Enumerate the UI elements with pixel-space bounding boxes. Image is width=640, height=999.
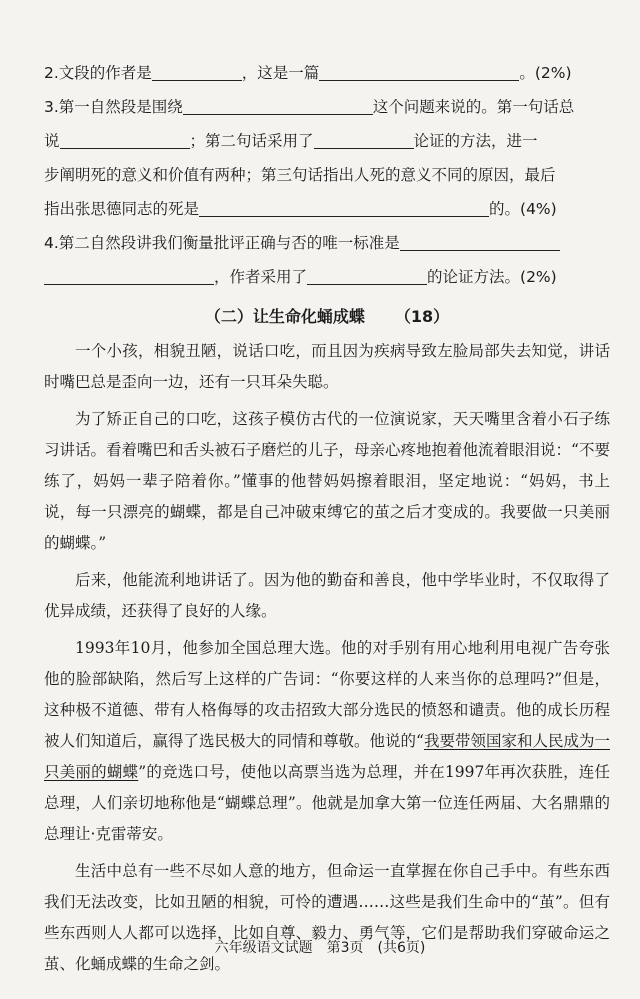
answer-blank[interactable] (183, 94, 373, 115)
answer-blank[interactable] (152, 60, 242, 81)
section-title: （二）让生命化蛹成蝶 （18） (204, 307, 450, 326)
answer-blank[interactable] (44, 264, 214, 285)
answer-blank[interactable] (199, 196, 489, 217)
section-score: （18） (394, 307, 450, 326)
underlined-slogan: 我要带领国家和人民成为一只美丽的蝴蝶 (44, 732, 610, 781)
paragraph-4: 1993年10月，他参加全国总理大选。他的对手别有用心地利用电视广告夸张他的脸部缺陷，然后写上这样的广告词：“你要这样的人来当你的总理吗?”但是，这种极不道德、带有人格侮辱的攻击招致大部分选民的愤怒和谴责。他的成长历程被人们知道后，赢得了选民极大的同情和尊敬。他说的“我要带领国家和人民成为一只美丽的蝴蝶”的竞选口号，使他以高票当选为总理，并在1997年再次获胜，连任总理，人们亲切地称他是“蝴蝶总理”。他就是加拿大第一位连任两届、大名鼎鼎的总理让·克雷蒂安。 (44, 639, 610, 843)
page-footer: 六年级语文试题 第3页 (共6页) (214, 940, 426, 956)
paragraph-2: 为了矫正自己的口吃，这孩子模仿古代的一位演说家，天天嘴里含着小石子练习讲话。看着嘴巴和舌头被石子磨烂的儿子，母亲心疼地抱着他流着眼泪说：“不要练了，妈妈一辈子陪着你。”懂事的他替妈妈擦着眼泪，坚定地说：“妈妈，书上说，每一只漂亮的蝴蝶，都是自己冲破束缚它的茧之后才变成的。我要做一只美丽的蝴蝶。” (44, 410, 610, 552)
answer-blank[interactable] (60, 128, 190, 149)
paragraph-5: 生活中总有一些不尽如人意的地方，但命运一直掌握在你自己手中。有些东西我们无法改变，比如丑陋的相貌，可怜的遭遇……这些是我们生命中的“茧”。但有些东西则人人都可以选择，比如自尊、毅力、勇气等，它们是帮助我们穿破命运之茧、化蛹成蝶的生命之剑。 (44, 862, 610, 973)
answer-blank[interactable] (400, 230, 560, 251)
answer-blank[interactable] (307, 264, 427, 285)
question-4: 4.第二自然段讲我们衡量批评正确与否的唯一标准是 ，作者采用了 的论证方法。(2%) (44, 226, 610, 294)
answer-blank[interactable] (314, 128, 414, 149)
question-3: 3.第一自然段是围绕 这个问题来说的。第一句话总 说 ；第二句话采用了 论证的方法，进一 步阐明死的意义和价值有两种；第三句话指出人死的意义不同的原因，最后 指出张思德同志的死是 的。(4%) (44, 90, 610, 226)
reading-passage (44, 336, 610, 980)
paragraph-1: 一个小孩，相貌丑陋，说话口吃，而且因为疾病导致左脸局部失去知觉，讲话时嘴巴总是歪向一边，还有一只耳朵失聪。 (44, 342, 610, 391)
question-2: 2.文段的作者是 ，这是一篇 。(2%) (44, 56, 610, 90)
paragraph-3: 后来，他能流利地讲话了。因为他的勤奋和善良，他中学毕业时，不仅取得了优异成绩，还获得了良好的人缘。 (44, 571, 610, 620)
answer-blank[interactable] (319, 60, 519, 81)
